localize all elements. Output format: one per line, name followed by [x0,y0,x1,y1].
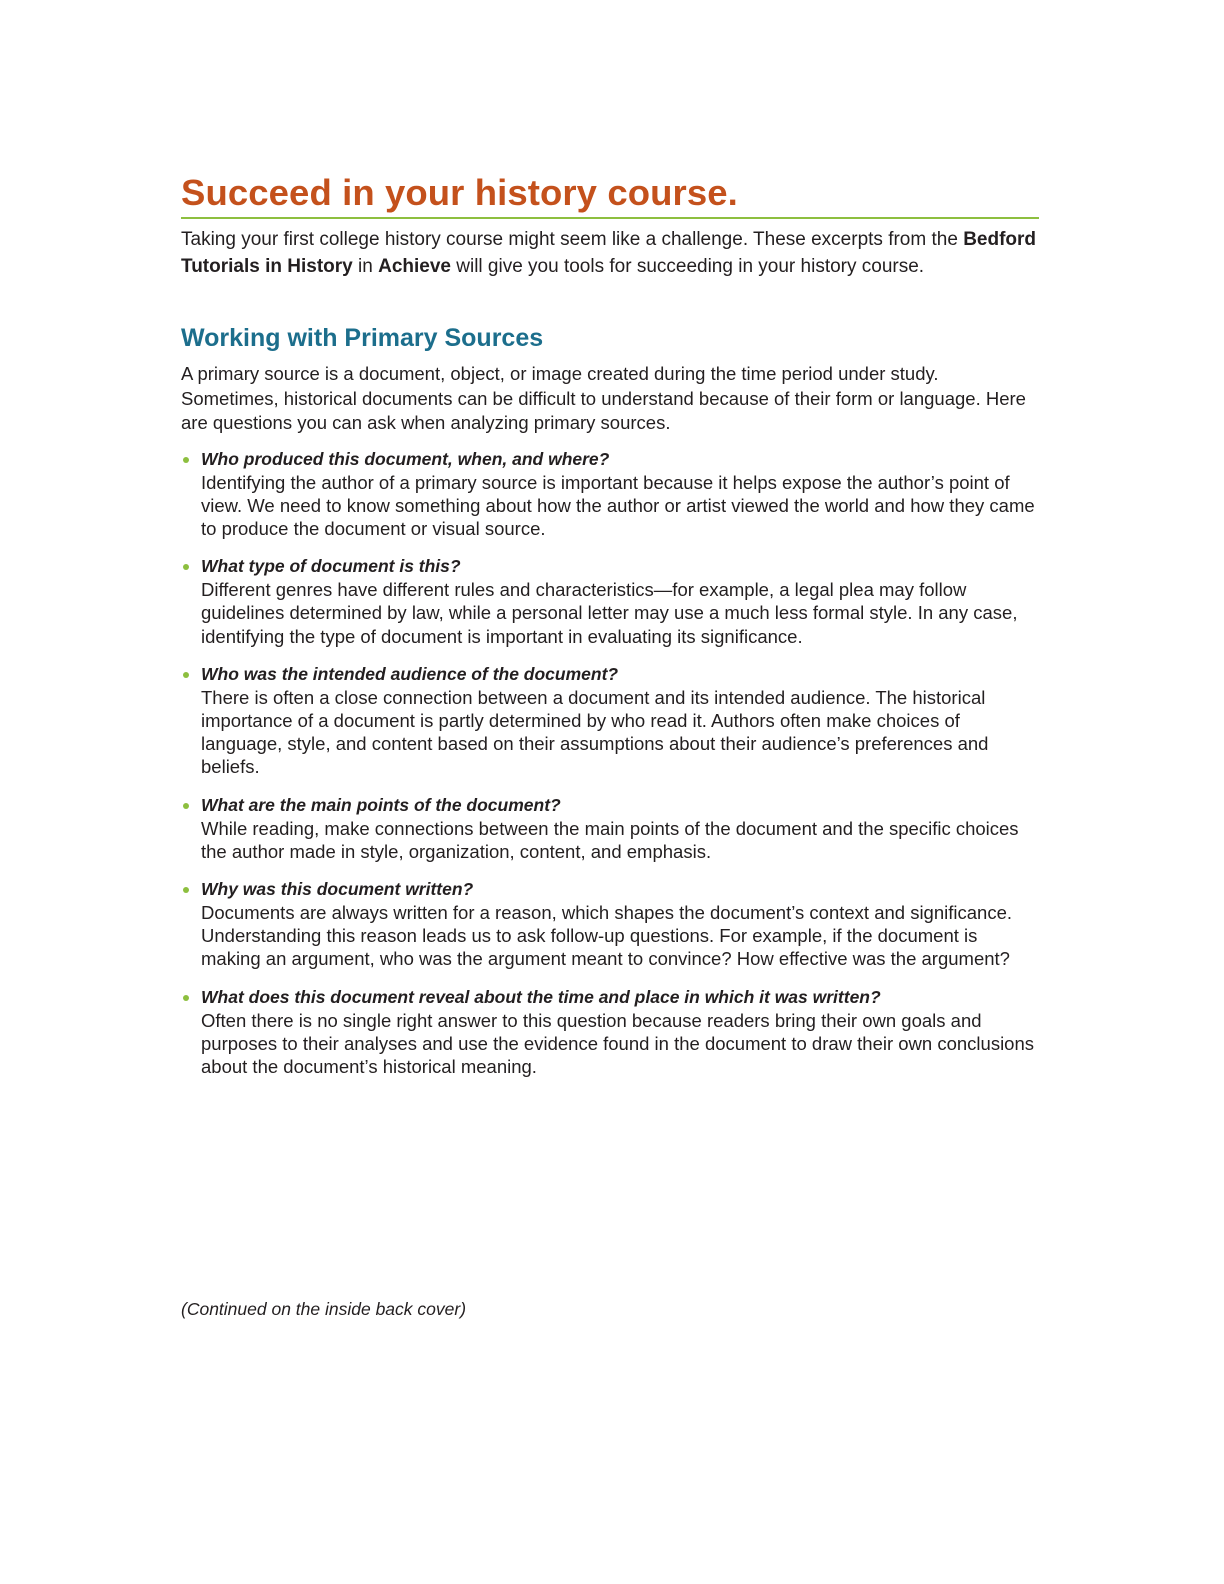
page-content [181,170,1039,1093]
question-body: Identifying the author of a primary source is important because it helps expose the author’s point of view. We need to know something about how the author or artist viewed the world and how they came to produce the document or visual source. [201,471,1035,539]
question-item [181,878,1039,971]
question-item [181,448,1039,541]
intro-text-part1: Taking your first college history course might seem like a challenge. These excerpts from the [181,229,964,250]
intro-text-part2: in [352,255,379,277]
question-body: While reading, make connections between the main points of the document and the specific choices the author made in style, organization, content, and emphasis. [201,817,1019,862]
section-intro: A primary source is a document, object, or image created during the time period under study. Sometimes, historical documents can be difficult to understand because of their form or language. Here are questions you can ask when analyzing primary sources. [181,363,1026,433]
question-body: Often there is no single right answer to this question because readers bring their own goals and purposes to their analyses and use the evidence found in the document to draw their own conclusions about the document’s historical meaning. [201,1009,1035,1077]
question-list [181,448,1039,1079]
bullet-dot-icon [183,672,189,678]
intro-paragraph [181,227,1039,280]
question-title: What are the main points of the document? [201,794,561,815]
title-underline-rule [181,217,1039,219]
question-body: Different genres have different rules and characteristics—for example, a legal plea may follow guidelines determined by law, while a personal letter may use a much less formal style. In any case, identifying the type of document is important in evaluating its significance. [201,579,1018,647]
bullet-dot-icon [183,457,189,463]
question-body: Documents are always written for a reason, which shapes the document’s context and significance. Understanding this reason leads us to ask follow-up questions. For example, if the document is making an argument, who was the argument meant to convince? How effective was the argument? [201,901,1013,970]
intro-bold-tutorials: Bedford Tutorials in History [181,229,1037,277]
bullet-dot-icon [183,803,189,809]
bullet-dot-icon [183,887,189,893]
page-title: Succeed in your history course. [181,172,738,213]
question-item [181,986,1039,1079]
continued-note: (Continued on the inside back cover) [181,1299,467,1319]
intro-bold-achieve: Achieve [378,255,451,277]
section-heading: Working with Primary Sources [181,324,544,352]
question-title: Who was the intended audience of the document? [201,663,619,684]
question-item [181,663,1039,779]
bullet-dot-icon [183,995,189,1001]
question-body: There is often a close connection between a document and its intended audience. The historical importance of a document is partly determined by who read it. Authors often make choices of language, style, and content based on their assumptions about their audience’s preferences and beliefs. [201,686,989,778]
question-item [181,555,1039,648]
intro-text-part3: will give you tools for succeeding in your history course. [450,255,925,277]
question-title: What does this document reveal about the time and place in which it was written? [201,986,881,1007]
question-title: What type of document is this? [201,556,461,577]
question-title: Why was this document written? [201,878,474,899]
bullet-dot-icon [183,564,189,570]
question-item [181,794,1039,863]
question-title: Who produced this document, when, and where? [201,448,610,469]
